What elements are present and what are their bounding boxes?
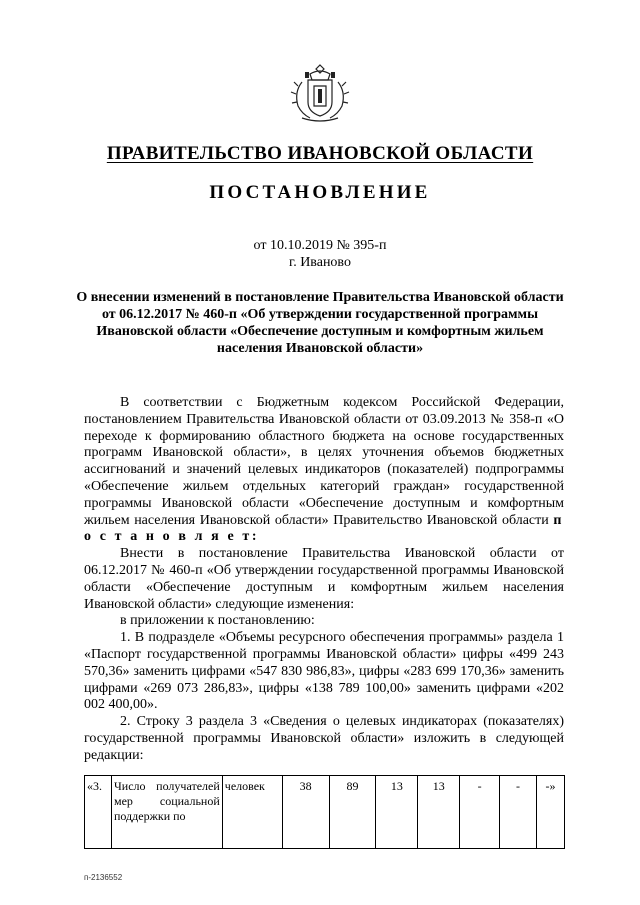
coat-of-arms-icon (288, 62, 352, 124)
table-cell-value: 38 (282, 776, 329, 849)
government-title: ПРАВИТЕЛЬСТВО ИВАНОВСКОЙ ОБЛАСТИ (106, 143, 534, 164)
table-row (85, 776, 565, 849)
indicator-table (84, 775, 565, 849)
body-paragraph: 2. Строку 3 раздела 3 «Сведения о целевых индикаторах (показателях) государственной программы Ивановской области» изложить в следующей редакции: (84, 714, 564, 763)
body-paragraph: в приложении к постановлению: (120, 613, 315, 629)
table-cell-value: 13 (376, 776, 418, 849)
document-subject: О внесении изменений в постановление Правительства Ивановской области от 06.12.2017 № 460-п «Об утверждении государственной программы Ивановской области «Обеспечение доступным и комфортным жильем населения Ивановской области» (76, 290, 564, 356)
table-cell-value: 13 (418, 776, 460, 849)
body-paragraph: В соответствии с Бюджетным кодексом Российской Федерации, постановлением Правительства Ивановской области от 03.09.2013 № 358-п «О переходе к формированию областного бюджета на основе государственных программ Ивановской области», в целях уточнения объемов бюджетных ассигнований и значений целевых индикаторов (показателей) подпрограммы «Обеспечение жильем отдельных категорий граждан» государственной программы Ивановской области «Обеспечение доступным и комфортным жильем населения Ивановской области» Правительство Ивановской области п о с т а н о в л я е т: (84, 395, 564, 545)
document-date-number: от 10.10.2019 № 395-п (253, 238, 387, 253)
document-type: ПОСТАНОВЛЕНИЕ (209, 182, 431, 203)
table-cell-value: -» (536, 776, 564, 849)
table-cell-unit: человек (222, 776, 282, 849)
document-code: п-2136552 (84, 873, 123, 882)
body-paragraph: 1. В подразделе «Объемы ресурсного обеспечения программы» раздела 1 «Паспорт государственной программы Ивановской области» цифры «499 243 570,36» заменить цифрами «547 830 986,83», цифры «283 699 170,36» заменить цифрами «269 073 286,83», цифры «138 789 100,00» заменить цифрами «202 002 400,00». (84, 630, 564, 713)
decree-word: п о с т а н о в л я е т: (84, 512, 564, 545)
table-cell-value: 89 (329, 776, 376, 849)
body-paragraph: Внести в постановление Правительства Ивановской области от 06.12.2017 № 460-п «Об утверждении государственной программы Ивановской области «Обеспечение доступным и комфортным жильем населения Ивановской области» следующие изменения: (84, 546, 564, 612)
table-cell-number: «3. (85, 776, 112, 849)
document-body (84, 395, 564, 765)
document-city: г. Иваново (289, 255, 351, 270)
table-cell-indicator: Число получателей мер социальной поддержки по (111, 776, 222, 849)
table-cell-value: - (500, 776, 537, 849)
table-cell-value: - (460, 776, 500, 849)
